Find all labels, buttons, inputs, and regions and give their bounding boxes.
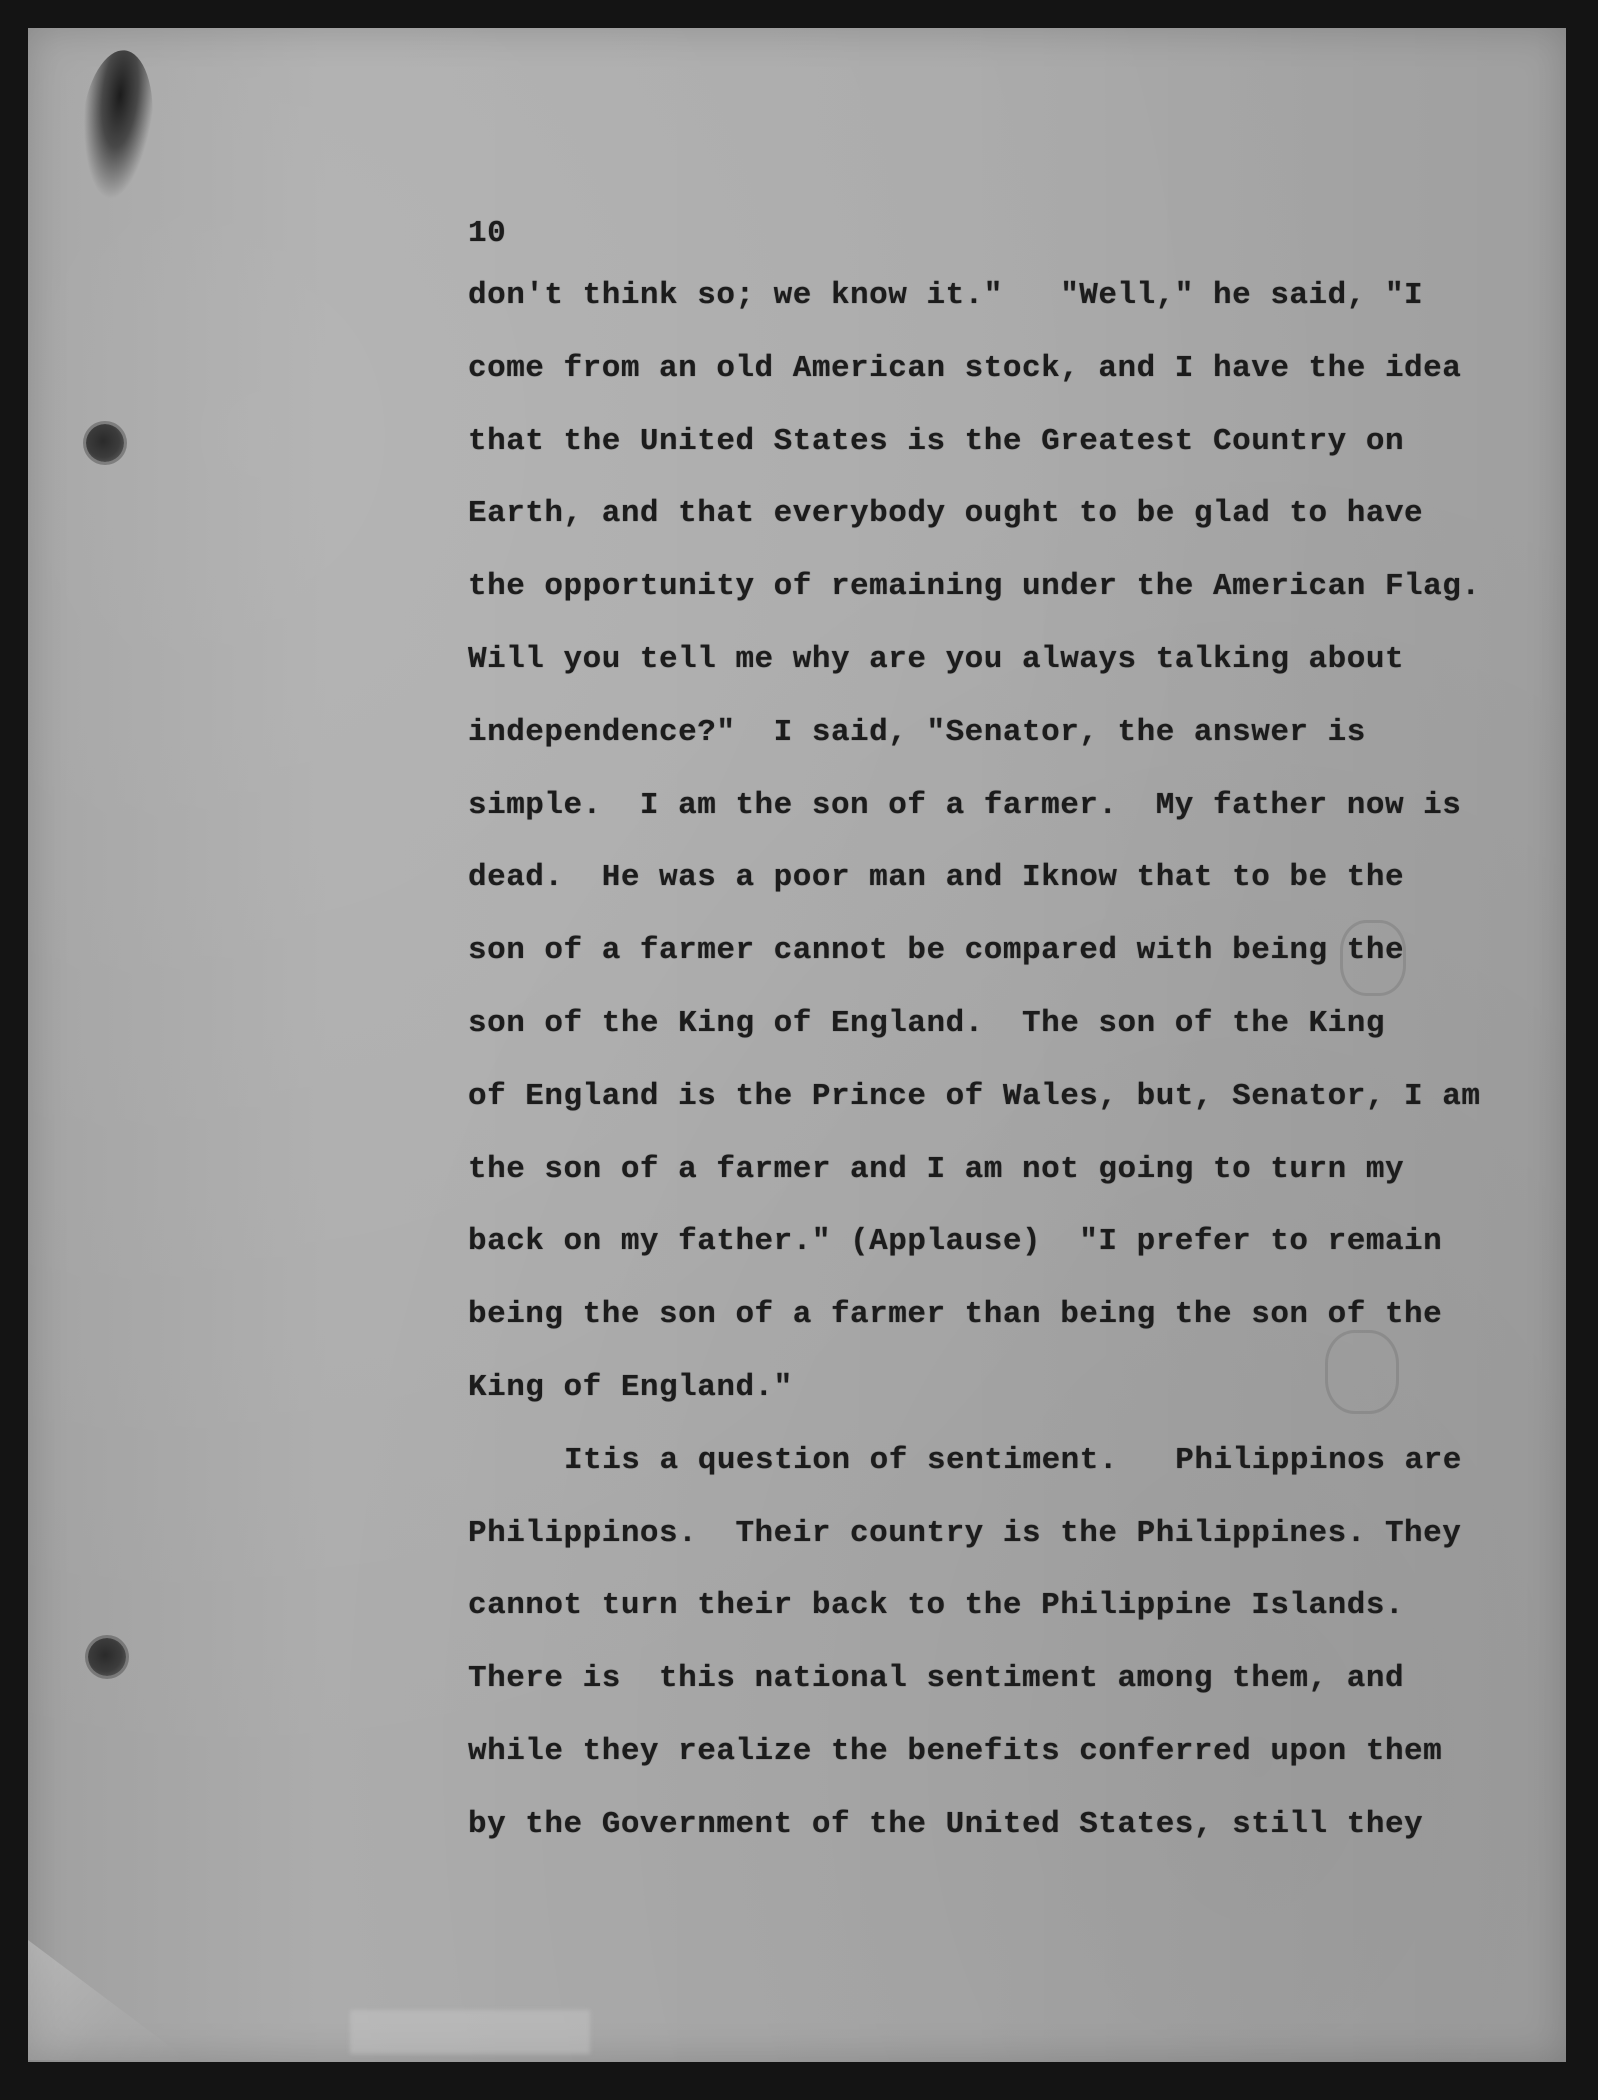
text-line: by the Government of the United States, still they xyxy=(468,1806,1424,1842)
text-line: the opportunity of remaining under the American Flag. xyxy=(468,569,1481,605)
text-line: that the United States is the Greatest Country on xyxy=(468,423,1405,459)
text-line: cannot turn their back to the Philippine Islands. xyxy=(468,1588,1405,1624)
text-line: the son of a farmer and I am not going to turn my xyxy=(468,1151,1405,1187)
text-line: being the son of a farmer than being the son of the xyxy=(468,1297,1443,1333)
text-line: come from an old American stock, and I have the idea xyxy=(468,350,1462,386)
text-line: independence?" I said, "Senator, the answer is xyxy=(468,714,1366,750)
punch-hole-top xyxy=(86,424,124,462)
text-line: dead. He was a poor man and Iknow that to be the xyxy=(468,860,1405,896)
paper-stain xyxy=(350,2010,590,2054)
text-line: simple. I am the son of a farmer. My father now is xyxy=(468,787,1462,823)
page-number: 10 xyxy=(468,216,507,251)
text-line: don't think so; we know it." "Well," he said, "I xyxy=(468,278,1424,313)
text-line: There is this national sentiment among them, and xyxy=(468,1661,1405,1697)
text-line: Earth, and that everybody ought to be glad to have xyxy=(468,496,1424,532)
typed-text-body xyxy=(468,208,1528,1862)
text-line: of England is the Prince of Wales, but, Senator, I am xyxy=(468,1078,1481,1114)
text-line: son of a farmer cannot be compared with being the xyxy=(468,933,1405,969)
text-line: son of the King of England. The son of the King xyxy=(468,1005,1385,1041)
text-line: while they realize the benefits conferred upon them xyxy=(468,1733,1443,1769)
text-line: King of England." xyxy=(468,1369,793,1405)
text-line: back on my father." (Applause) "I prefer to remain xyxy=(468,1224,1443,1260)
punch-hole-bottom xyxy=(88,1638,126,1676)
text-line: Will you tell me why are you always talking about xyxy=(468,641,1405,677)
paragraph-start-line: Itis a question of sentiment. Philippinos are xyxy=(564,1442,1462,1478)
text-line: Philippinos. Their country is the Philippines. They xyxy=(468,1515,1462,1551)
